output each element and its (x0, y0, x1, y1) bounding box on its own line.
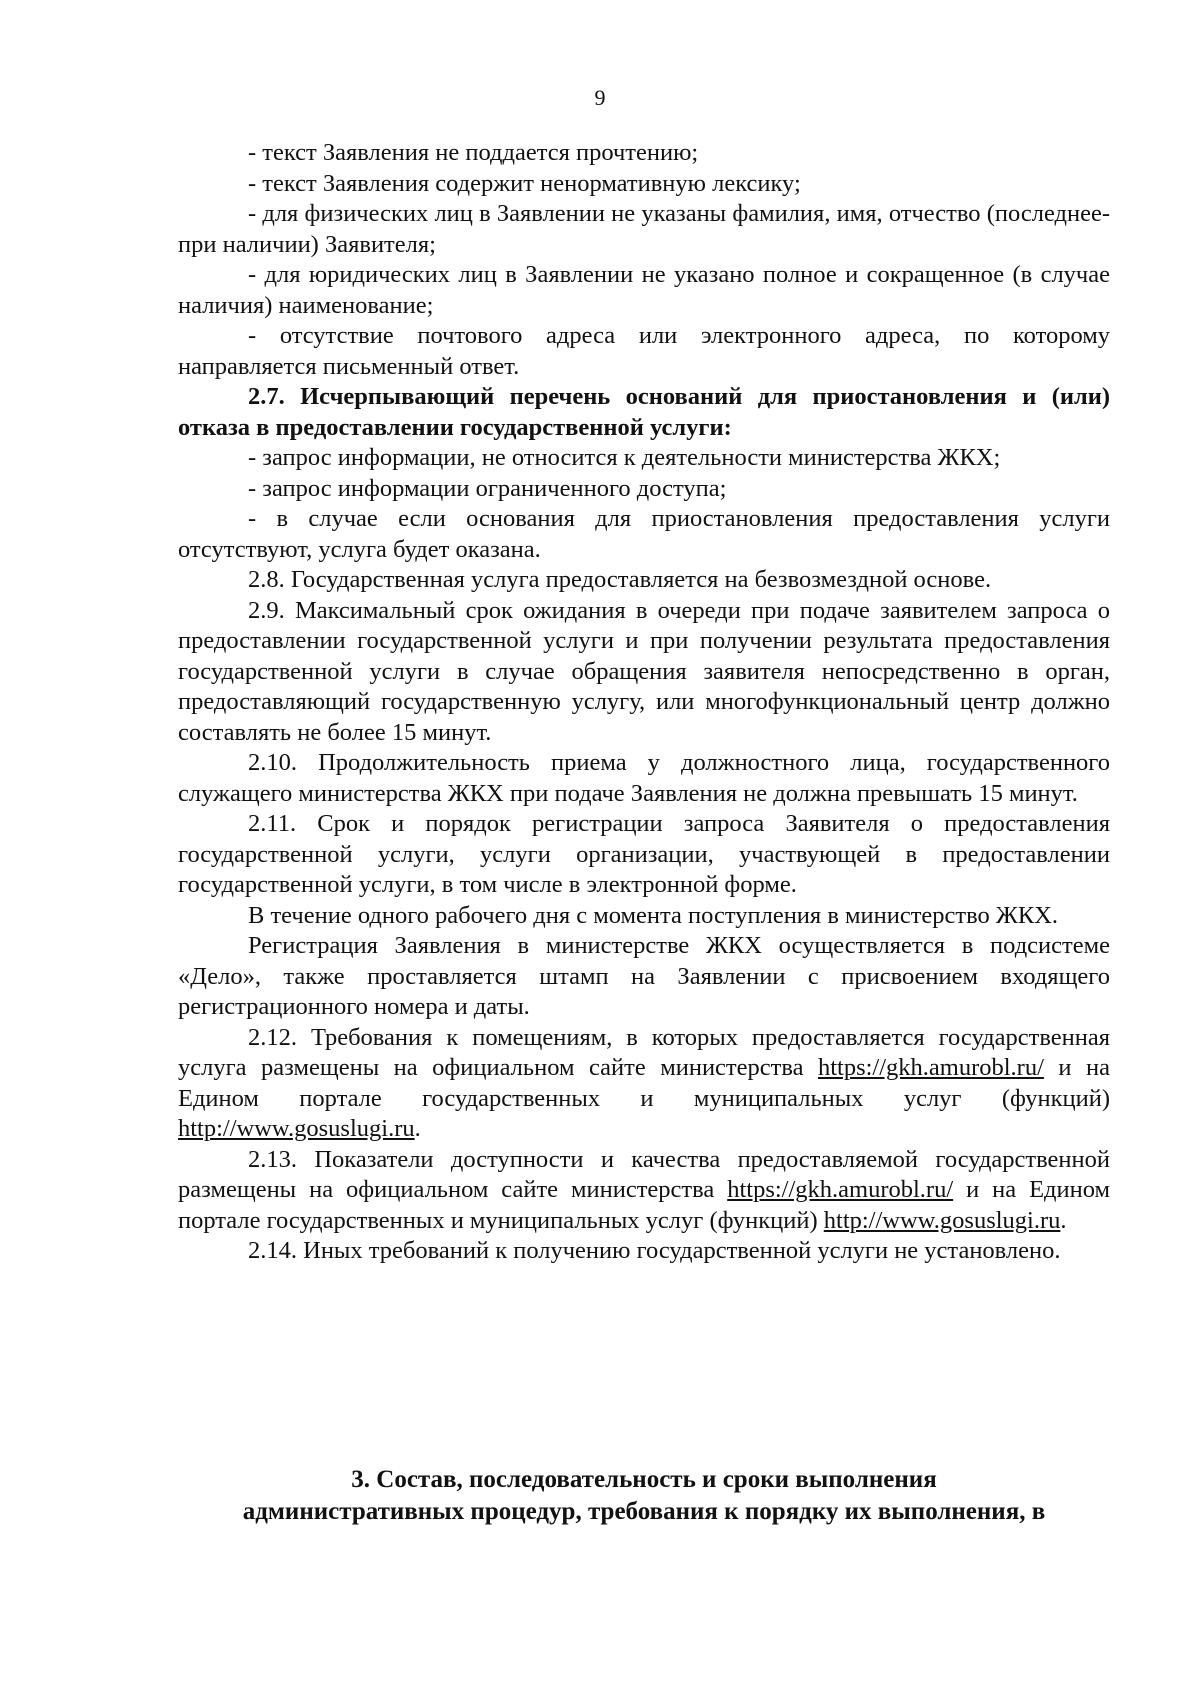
paragraph-2-13 (178, 1145, 1110, 1237)
paragraph: - для физических лиц в Заявлении не указаны фамилия, имя, отчество (последнее-при наличии) Заявителя; (178, 200, 1110, 258)
gosuslugi-link[interactable]: http://www.gosuslugi.ru (178, 1115, 415, 1142)
paragraph-text: 2.13. Показатели доступности и качества предоставляемой государственной размещены на официальном сайте министерства (178, 1145, 1110, 1203)
paragraph: 2.14. Иных требований к получению государственной услуги не установлено. (248, 1237, 1061, 1264)
paragraph: Регистрация Заявления в министерстве ЖКХ осуществляется в подсистеме «Дело», также проставляется штамп на Заявлении с присвоением входящего регистрационного номера и даты. (178, 932, 1110, 1020)
paragraph-2-12 (178, 1023, 1110, 1145)
paragraph: - запрос информации ограниченного доступа; (248, 474, 727, 502)
paragraph: 2.8. Государственная услуга предоставляется на безвозмездной основе. (248, 566, 992, 593)
section-3-heading-line: административных процедур, требования к порядку их выполнения, в (242, 1498, 1046, 1525)
document-body (178, 138, 1110, 1267)
paragraph-end: . (414, 1115, 421, 1142)
paragraph: 2.10. Продолжительность приема у должностного лица, государственного служащего министерства ЖКХ при подаче Заявления не должна превышать 15 минут. (178, 749, 1110, 807)
paragraph: - отсутствие почтового адреса или электронного адреса, по которому направляется письменный ответ. (178, 322, 1110, 380)
paragraph: 2.9. Максимальный срок ожидания в очереди при подаче заявителем запроса о предоставлении государственной услуги и при получении результата предоставления государственной услуги в случае обращения заявителя непосредственно в орган, предоставляющий государственную услугу, или многофункциональный центр должно составлять не более 15 минут. (178, 596, 1110, 746)
section-2-7-heading: 2.7. Исчерпывающий перечень оснований для приостановления и (или) отказа в предоставлении государственной услуги: (178, 383, 1110, 441)
section-3-heading (178, 1464, 1110, 1528)
section-3-heading-line: 3. Состав, последовательность и сроки выполнения (351, 1466, 937, 1493)
page-number: 9 (594, 85, 606, 110)
paragraph: В течение одного рабочего дня с момента поступления в министерство ЖКХ. (248, 901, 1059, 929)
paragraph-text: и на Едином портале государственных и муниципальных услуг (функций) (178, 1176, 1111, 1234)
paragraph: 2.11. Срок и порядок регистрации запроса Заявителя о предоставления государственной услуги, услуги организации, участвующей в предоставлении государственной услуги, в том числе в электронной форме. (178, 810, 1110, 898)
paragraph: - для юридических лиц в Заявлении не указано полное и сокращенное (в случае наличия) наименование; (178, 261, 1110, 319)
paragraph-text: 2.12. Требования к помещениям, в которых предоставляется государственная услуга размещены на официальном сайте министерства (178, 1023, 1110, 1081)
gosuslugi-link[interactable]: http://www.gosuslugi.ru (823, 1206, 1061, 1234)
paragraph: - в случае если основания для приостановления предоставления услуги отсутствуют, услуга будет оказана. (178, 505, 1110, 563)
paragraph: - запрос информации, не относится к деятельности министерства ЖКХ; (248, 444, 1001, 471)
paragraph: - текст Заявления содержит ненормативную лексику; (248, 169, 801, 197)
ministry-site-link[interactable]: https://gkh.amurobl.ru/ (817, 1054, 1044, 1081)
paragraph-text: и на Едином портале государственных и муниципальных услуг (функций) (178, 1054, 1110, 1112)
paragraph-end: . (1060, 1206, 1067, 1234)
paragraph: - текст Заявления не поддается прочтению; (248, 139, 699, 166)
ministry-site-link[interactable]: https://gkh.amurobl.ru/ (727, 1176, 954, 1203)
